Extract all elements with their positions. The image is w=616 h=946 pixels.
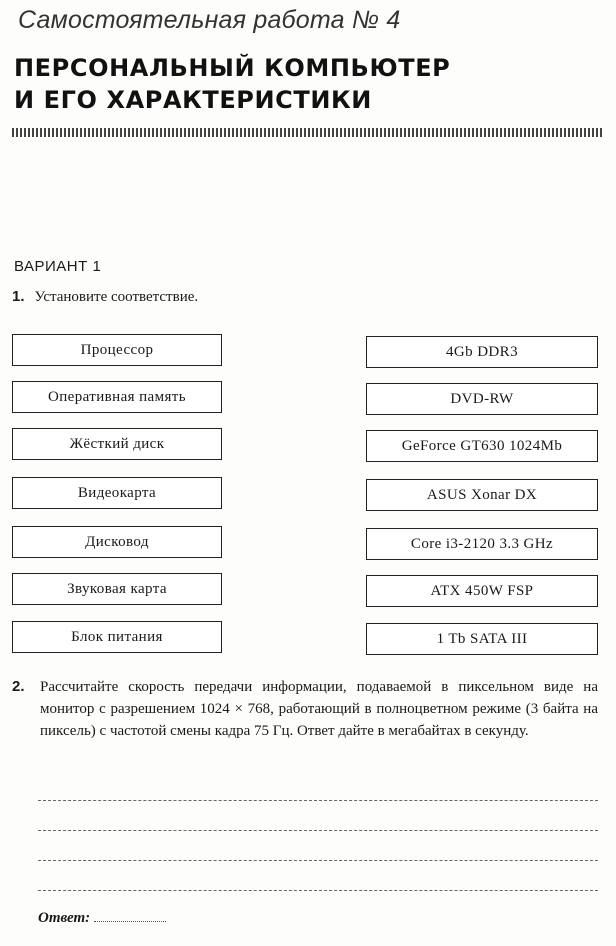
component-box-soundcard[interactable]: Звуковая карта	[12, 573, 222, 605]
variant-label: ВАРИАНТ 1	[14, 258, 102, 275]
spec-box-6[interactable]: ATX 450W FSP	[366, 575, 598, 607]
component-box-ram[interactable]: Оперативная память	[12, 381, 222, 413]
title-line-1: ПЕРСОНАЛЬНЫЙ КОМПЬЮТЕР	[14, 54, 451, 82]
spec-box-4[interactable]: ASUS Xonar DX	[366, 479, 598, 511]
task-1-text: Установите соответствие.	[34, 289, 199, 305]
worksheet-subtitle: Самостоятельная работа № 4	[18, 6, 401, 34]
component-box-gpu[interactable]: Видеокарта	[12, 477, 222, 509]
spec-box-2[interactable]: DVD-RW	[366, 383, 598, 415]
answer-field[interactable]	[94, 921, 166, 922]
task-2-text: Рассчитайте скорость передачи информации, подаваемой в пиксельном виде на монитор с разрешением 1024 × 768, работающий в полноцветном режиме (3 байта на пиксель) с частотой смены кадра 75 Гц. Ответ дайте в мегабайтах в секунду.	[40, 679, 598, 739]
spec-box-1[interactable]: 4Gb DDR3	[366, 336, 598, 368]
task-2-number: 2.	[12, 678, 25, 695]
task-1-prompt	[12, 288, 198, 306]
answer-line-4[interactable]	[38, 890, 598, 891]
worksheet-title	[14, 52, 450, 116]
component-box-psu[interactable]: Блок питания	[12, 621, 222, 653]
spec-box-3[interactable]: GeForce GT630 1024Mb	[366, 430, 598, 462]
component-box-hdd[interactable]: Жёсткий диск	[12, 428, 222, 460]
title-line-2: И ЕГО ХАРАКТЕРИСТИКИ	[14, 86, 372, 114]
component-box-processor[interactable]: Процессор	[12, 334, 222, 366]
task-1-number: 1.	[12, 288, 25, 305]
answer-line-2[interactable]	[38, 830, 598, 831]
answer-line-1[interactable]	[38, 800, 598, 801]
spec-box-7[interactable]: 1 Tb SATA III	[366, 623, 598, 655]
answer-row	[38, 910, 166, 927]
answer-line-3[interactable]	[38, 860, 598, 861]
answer-label: Ответ:	[38, 910, 91, 926]
spec-box-5[interactable]: Core i3-2120 3.3 GHz	[366, 528, 598, 560]
component-box-drive[interactable]: Дисковод	[12, 526, 222, 558]
header-divider	[12, 128, 604, 137]
task-2-prompt	[12, 676, 598, 742]
